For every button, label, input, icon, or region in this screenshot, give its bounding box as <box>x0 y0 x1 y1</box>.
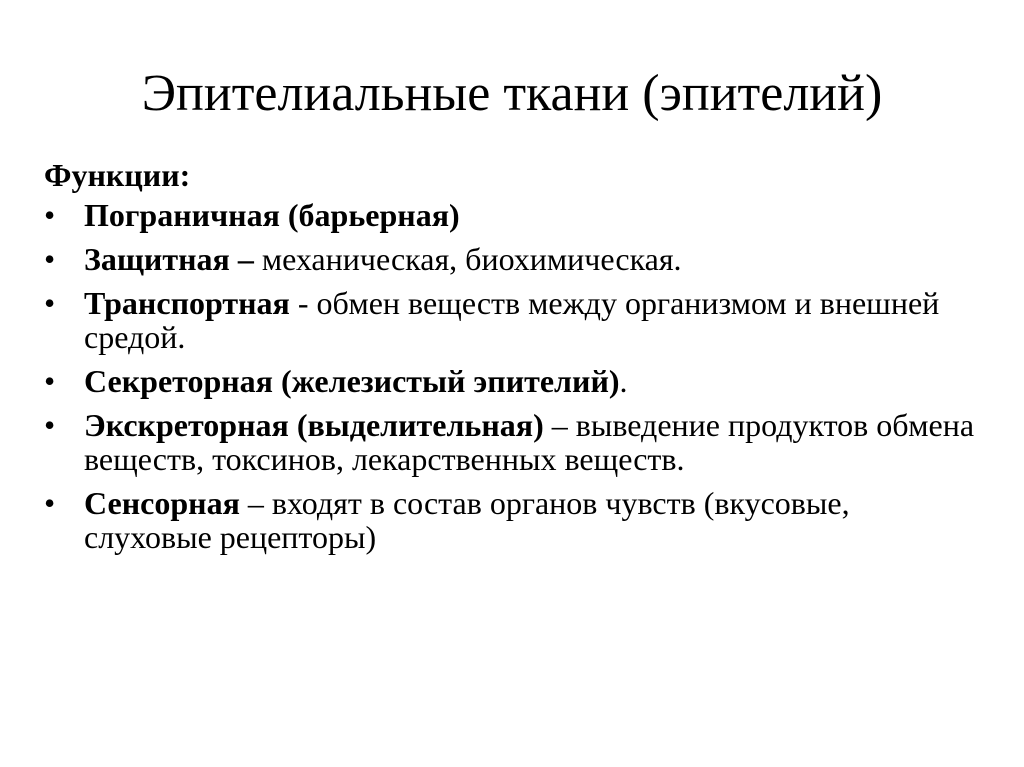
item-bold-text: Секреторная (железистый эпителий) <box>84 363 620 399</box>
bullet-icon: • <box>44 363 56 399</box>
item-text: – входят в состав органов чувств (вкусовые, слуховые рецепторы) <box>84 485 850 555</box>
item-text: механическая, биохимическая. <box>253 241 682 277</box>
bullet-icon: • <box>44 407 56 443</box>
item-text: . <box>619 363 628 399</box>
item-text: - обмен веществ между организмом и внешней средой. <box>84 285 940 355</box>
list-item <box>44 364 984 398</box>
item-bold-text: Защитная – <box>84 241 254 277</box>
bullet-icon: • <box>44 197 56 233</box>
slide-content <box>44 158 984 564</box>
list-item <box>44 286 984 354</box>
list-item <box>44 486 984 554</box>
item-bold-text: Транспортная <box>84 285 290 321</box>
item-bold-text: Пограничная (барьерная) <box>84 197 460 233</box>
slide-title: Эпителиальные ткани (эпителий) <box>141 65 883 122</box>
item-bold-text: Сенсорная <box>84 485 240 521</box>
list-item <box>44 198 984 232</box>
list-item <box>44 242 984 276</box>
item-bold-text: Экскреторная (выделительная) <box>84 407 544 443</box>
bullet-icon: • <box>44 485 56 521</box>
functions-list <box>44 198 984 554</box>
bullet-icon: • <box>44 285 56 321</box>
item-text: – выведение продуктов обмена веществ, токсинов, лекарственных веществ. <box>84 407 975 477</box>
bullet-icon: • <box>44 241 56 277</box>
list-item <box>44 408 984 476</box>
functions-heading: Функции: <box>44 157 191 193</box>
